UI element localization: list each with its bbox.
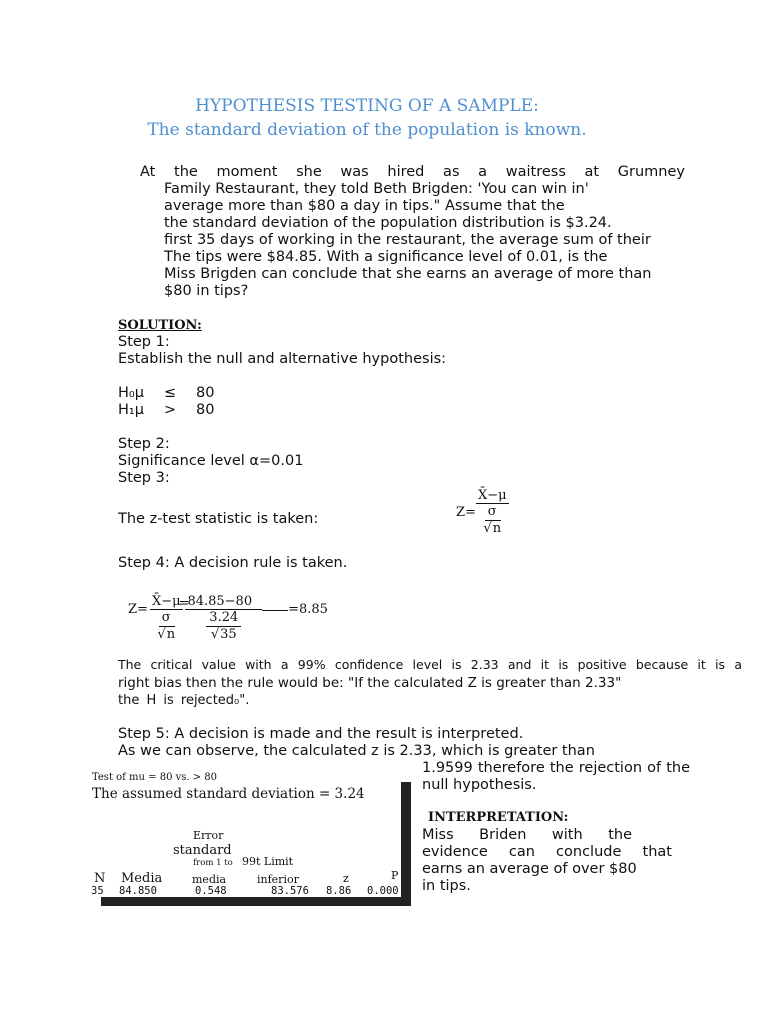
sqrt-icon: √ bbox=[210, 627, 220, 642]
z-formula-numerator: X̄−μ bbox=[477, 488, 507, 503]
interpretation-line-4: in tips. bbox=[422, 878, 471, 894]
z-formula bbox=[456, 488, 509, 537]
col-inferior: inferior bbox=[257, 873, 299, 886]
problem-paragraph bbox=[140, 164, 685, 300]
interpretation-heading: INTERPRETATION: bbox=[428, 810, 569, 825]
null-hypothesis bbox=[118, 385, 215, 402]
val-media: 84.850 bbox=[119, 885, 157, 897]
interpretation-line-3: earns an average of over $80 bbox=[422, 861, 637, 877]
solution-heading: SOLUTION: bbox=[118, 318, 202, 333]
output-border-right bbox=[401, 782, 411, 906]
val-p: 0.000 bbox=[367, 885, 399, 897]
calc-sigma: σ bbox=[159, 610, 174, 627]
problem-line: At the moment she was hired as a waitress at Grumney bbox=[140, 164, 685, 180]
observe-continuation-2: null hypothesis. bbox=[422, 777, 537, 793]
assumed-sd: The assumed standard deviation = 3.24 bbox=[92, 786, 365, 802]
observe-line: As we can observe, the calculated z is 2.33, which is greater than bbox=[118, 743, 595, 759]
page-title: HYPOTHESIS TESTING OF A SAMPLE: bbox=[195, 96, 539, 116]
calc-lhs: Z= bbox=[128, 602, 148, 617]
alt-hypothesis bbox=[118, 402, 215, 419]
problem-line: the standard deviation of the population distribution is $3.24. bbox=[164, 215, 612, 231]
step5-label: Step 5: A decision is made and the result is interpreted. bbox=[118, 726, 524, 742]
h0-label: H₀μ bbox=[118, 385, 144, 401]
interpretation-line-2: evidence can conclude that bbox=[422, 844, 672, 860]
calc-sample-size: 35 bbox=[220, 627, 237, 642]
calc-result: =8.85 bbox=[288, 602, 328, 617]
step4-label: Step 4: A decision rule is taken. bbox=[118, 555, 348, 571]
col-z: z bbox=[343, 872, 349, 885]
problem-line: Miss Brigden can conclude that she earns an average of more than bbox=[164, 266, 652, 282]
z-formula-sigma: σ bbox=[485, 504, 500, 521]
problem-line: Family Restaurant, they told Beth Brigden: 'You can win in' bbox=[164, 181, 589, 197]
step1-label: Step 1: bbox=[118, 334, 170, 350]
sqrt-icon: √ bbox=[157, 627, 166, 642]
h1-operator: > bbox=[164, 402, 177, 418]
col-media: Media bbox=[121, 871, 163, 886]
val-z: 8.86 bbox=[326, 885, 352, 897]
z-calculation bbox=[128, 594, 328, 643]
calc-numerator: X̄−μ bbox=[151, 594, 181, 609]
calc-equals: = bbox=[178, 596, 190, 611]
sqrt-icon: √ bbox=[483, 521, 492, 536]
problem-line: first 35 days of working in the restaurant, the average sum of their bbox=[164, 232, 651, 248]
val-se: 0.548 bbox=[195, 885, 227, 897]
z-formula-n: n bbox=[492, 521, 502, 536]
interpretation-line-1: Miss Briden with the bbox=[422, 827, 632, 843]
problem-line: average more than $80 a day in tips." Assume that the bbox=[164, 198, 565, 214]
significance-level: Significance level α=0.01 bbox=[118, 453, 304, 469]
test-line: Test of mu = 80 vs. > 80 bbox=[92, 772, 218, 783]
col-p: P bbox=[391, 869, 399, 882]
col-n: N bbox=[94, 871, 106, 886]
z-formula-lhs: Z= bbox=[456, 505, 476, 520]
header-error: Error bbox=[193, 829, 224, 842]
calc-n: n bbox=[166, 627, 176, 642]
problem-line: $80 in tips? bbox=[164, 283, 249, 299]
header-from: from 1 to bbox=[193, 858, 233, 868]
col-media-se: media bbox=[192, 873, 227, 886]
header-limit: 99t Limit bbox=[242, 855, 294, 868]
h0-value: 80 bbox=[196, 385, 215, 401]
calc-sd-value: 3.24 bbox=[206, 610, 241, 627]
header-standard: standard bbox=[173, 843, 232, 858]
h1-value: 80 bbox=[196, 402, 215, 418]
page-subtitle: The standard deviation of the population is known. bbox=[147, 120, 587, 140]
critical-value-line: The critical value with a 99% confidence level is 2.33 and it is positive because it is a bbox=[118, 657, 742, 672]
h1-label: H₁μ bbox=[118, 402, 144, 418]
observe-continuation-1: 1.9599 therefore the rejection of the bbox=[422, 760, 690, 776]
calc-numerator-values: 84.85−80 bbox=[185, 594, 262, 610]
output-border-bottom bbox=[101, 897, 411, 906]
problem-line: The tips were $84.85. With a significance level of 0.01, is the bbox=[164, 249, 608, 265]
decision-rule-line: right bias then the rule would be: "If the calculated Z is greater than 2.33" bbox=[118, 675, 622, 691]
val-inferior: 83.576 bbox=[271, 885, 309, 897]
ztest-text: The z-test statistic is taken: bbox=[118, 511, 319, 527]
val-n: 35 bbox=[91, 885, 104, 897]
step2-label: Step 2: bbox=[118, 436, 170, 452]
step1-text: Establish the null and alternative hypothesis: bbox=[118, 351, 447, 367]
rejection-line: the H is rejected₀". bbox=[118, 693, 250, 708]
step3-label: Step 3: bbox=[118, 470, 170, 486]
h0-operator: ≤ bbox=[164, 385, 177, 401]
